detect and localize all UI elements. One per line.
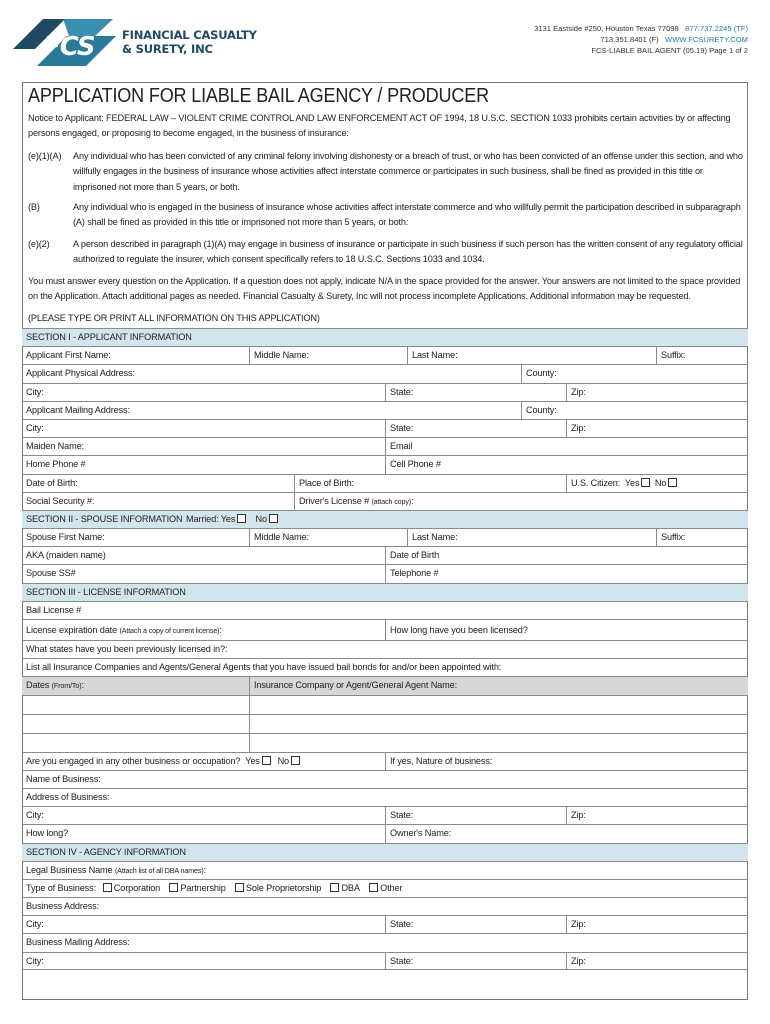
- us-citizen-field: U.S. Citizen: Yes No: [566, 475, 679, 492]
- pob-field[interactable]: Place of Birth:: [294, 475, 354, 492]
- notice-tag-1: (e)(1)(A): [28, 151, 62, 161]
- logo-text: FCS: [43, 32, 95, 62]
- mailing-city-field[interactable]: City:: [26, 422, 44, 433]
- agency-mailing-city-field[interactable]: City:: [26, 955, 44, 966]
- corporation-checkbox[interactable]: [103, 883, 112, 892]
- previous-states-field[interactable]: What states have you been previously licensed in?:: [26, 644, 228, 654]
- company-name: FINANCIAL CASUALTY & SURETY, INC: [122, 28, 257, 56]
- married-yes-checkbox[interactable]: [237, 514, 246, 523]
- application-form: [22, 328, 748, 970]
- business-type-field: Type of Business: Corporation Partnership Sole Proprietorship DBA Other: [26, 882, 403, 893]
- dates-column-header: Dates (From/To):: [26, 680, 84, 691]
- spouse-ssn-field[interactable]: Spouse SS#: [26, 568, 76, 579]
- notice-intro: Notice to Applicant: FEDERAL LAW – VIOLENT CRIME CONTROL AND LAW ENFORCEMENT ACT OF 1994, 18 U.S.C. SECTION 1033 prohibits certain activities by or affecting persons engaged, or proposing to become engaged, in the business of insurance:: [28, 113, 731, 139]
- ssn-field[interactable]: Social Security #:: [26, 495, 95, 506]
- company-cell[interactable]: [249, 696, 748, 714]
- agency-city-row: [22, 915, 748, 933]
- mailing-county-field[interactable]: County:: [521, 402, 557, 419]
- companies-table-row: [22, 733, 748, 752]
- physical-city-row: [22, 383, 748, 401]
- dates-cell[interactable]: [22, 734, 249, 752]
- owner-name-field[interactable]: Owner's Name:: [385, 825, 451, 842]
- physical-city-field[interactable]: City:: [26, 386, 44, 397]
- instructions: You must answer every question on the Application. If a question does not apply, indicate N/A in the space provided for the answer. Your answers are not limited to the space provided on the Application. Attach additional pages as needed. Financial Casualty & Surety, Inc will not process incomplete Applications. Additional information may be requested.: [28, 276, 741, 302]
- legal-name-row: [22, 861, 748, 879]
- home-phone-field[interactable]: Home Phone #: [26, 459, 86, 470]
- section-2-header: SECTION II - SPOUSE INFORMATION Married: Yes No: [22, 510, 748, 528]
- other-type-checkbox[interactable]: [369, 883, 378, 892]
- citizen-no-checkbox[interactable]: [668, 478, 677, 487]
- section-4-header: SECTION IV - AGENCY INFORMATION: [22, 843, 748, 861]
- citizen-yes-checkbox[interactable]: [641, 478, 650, 487]
- agency-mailing-state-field[interactable]: State:: [385, 953, 413, 969]
- spouse-first-name-field[interactable]: Spouse First Name:: [26, 532, 105, 543]
- agency-address-row: [22, 897, 748, 915]
- nature-of-business-field[interactable]: If yes, Nature of business:: [385, 753, 492, 770]
- companies-table-row: [22, 714, 748, 733]
- mailing-address-field[interactable]: Applicant Mailing Address:: [26, 404, 130, 415]
- sole-proprietorship-checkbox[interactable]: [235, 883, 244, 892]
- notice-tag-2: (B): [28, 202, 40, 212]
- birth-row: [22, 474, 748, 492]
- agency-mailing-zip-field[interactable]: Zip:: [566, 953, 586, 969]
- physical-state-field[interactable]: State:: [385, 384, 413, 401]
- companies-table-header: [22, 676, 748, 694]
- business-name-row: [22, 770, 748, 788]
- partnership-checkbox[interactable]: [169, 883, 178, 892]
- spouse-aka-row: [22, 546, 748, 564]
- physical-zip-field[interactable]: Zip:: [566, 384, 586, 401]
- dates-cell[interactable]: [22, 696, 249, 714]
- business-name-field[interactable]: Name of Business:: [26, 773, 101, 784]
- bail-license-row: [22, 601, 748, 619]
- married-no-checkbox[interactable]: [269, 514, 278, 523]
- other-business-no-checkbox[interactable]: [291, 756, 300, 765]
- physical-county-field[interactable]: County:: [521, 365, 557, 382]
- dba-checkbox[interactable]: [330, 883, 339, 892]
- dob-field[interactable]: Date of Birth:: [26, 477, 78, 488]
- other-business-state-field[interactable]: State:: [385, 807, 413, 824]
- company-cell[interactable]: [249, 715, 748, 733]
- fcs-logo: [13, 16, 118, 68]
- other-business-yes-checkbox[interactable]: [262, 756, 271, 765]
- spouse-suffix-field[interactable]: Suffix:: [656, 529, 685, 546]
- notice-item-1: Any individual who has been convicted of any criminal felony involving dishonesty or a breach of trust, or who has been convicted of an offense under this section, and who willfully engages in the business of insurance whose activities affect interstate commerce or participates in such business, shall be fined as provided in this title or imprisoned not more than 5 years, or both.: [73, 151, 743, 192]
- married-field: Married: Yes No: [182, 511, 280, 528]
- notice-item-2: Any individual who is engaged in the business of insurance whose activities affect interstate commerce and who willfully permit the participation described in subparagraph (A) shall be fined as provided in this title or imprisoned not more than 5 years, or both:: [73, 202, 741, 228]
- ssn-dl-row: [22, 492, 748, 510]
- contact-info: 3131 Eastside #250, Houston Texas 77098 877.737.2245 (TF) 713.351.8401 (F) WWW.FCSURETY.COM FCS-LIABLE BAIL AGENT (05.19) Page 1 of 2: [534, 24, 748, 55]
- spouse-phone-field[interactable]: Telephone #: [385, 565, 438, 582]
- companies-table-row: [22, 695, 748, 714]
- mailing-state-field[interactable]: State:: [385, 420, 413, 437]
- website-link[interactable]: WWW.FCSURETY.COM: [665, 34, 748, 44]
- physical-address-row: [22, 364, 748, 382]
- maiden-name-field[interactable]: Maiden Name:: [26, 441, 84, 452]
- applicant-first-name-field[interactable]: Applicant First Name:: [26, 350, 111, 361]
- applicant-last-name-field[interactable]: Last Name:: [407, 347, 457, 364]
- spouse-aka-field[interactable]: AKA (maiden name): [26, 550, 106, 561]
- spouse-last-name-field[interactable]: Last Name:: [407, 529, 457, 546]
- how-long-row: [22, 824, 748, 842]
- mailing-city-row: [22, 419, 748, 437]
- mailing-address-row: [22, 401, 748, 419]
- dates-cell[interactable]: [22, 715, 249, 733]
- section-3-header: SECTION III - LICENSE INFORMATION: [22, 583, 748, 601]
- agency-state-field[interactable]: State:: [385, 916, 413, 933]
- company-cell[interactable]: [249, 734, 748, 752]
- cell-phone-field[interactable]: Cell Phone #: [385, 456, 441, 473]
- other-business-zip-field[interactable]: Zip:: [566, 807, 586, 824]
- bail-license-field[interactable]: Bail License #: [26, 604, 82, 615]
- agency-mailing-row: [22, 933, 748, 951]
- agency-zip-field[interactable]: Zip:: [566, 916, 586, 933]
- spouse-dob-field[interactable]: Date of Birth: [385, 547, 439, 564]
- agency-mailing-address-field[interactable]: Business Mailing Address:: [26, 937, 130, 948]
- other-business-address-field[interactable]: Address of Business:: [26, 791, 110, 802]
- business-city-row: [22, 806, 748, 824]
- business-type-row: [22, 879, 748, 897]
- drivers-license-field[interactable]: Driver's License # (attach copy):: [294, 493, 413, 510]
- notice-item-3: A person described in paragraph (1)(A) may engage in business of insurance or participate in such business if such person has the written consent of any regulatory official authorized to regulate the insurer, which consent specifically refers to 18 U.S.C. Sections 1033 and 1034.: [73, 239, 743, 265]
- page-title: APPLICATION FOR LIABLE BAIL AGENCY / PRODUCER: [28, 84, 489, 107]
- license-expiration-field[interactable]: License expiration date (Attach a copy of current license):: [26, 625, 222, 635]
- license-duration-field[interactable]: How long have you been licensed?: [385, 620, 528, 640]
- notice-tag-3: (e)(2): [28, 239, 50, 249]
- email-field[interactable]: Email: [385, 438, 412, 455]
- maiden-email-row: [22, 437, 748, 455]
- license-expiration-row: [22, 619, 748, 640]
- business-address-row: [22, 788, 748, 806]
- spouse-name-row: [22, 528, 748, 546]
- agency-city-field[interactable]: City:: [26, 919, 44, 930]
- section-1-header: SECTION I - APPLICANT INFORMATION: [22, 328, 748, 346]
- phone-row: [22, 455, 748, 473]
- print-note: (PLEASE TYPE OR PRINT ALL INFORMATION ON THIS APPLICATION): [28, 313, 320, 323]
- mailing-zip-field[interactable]: Zip:: [566, 420, 586, 437]
- applicant-suffix-field[interactable]: Suffix:: [656, 347, 685, 364]
- legal-business-name-field[interactable]: Legal Business Name (Attach list of all DBA names):: [26, 864, 206, 875]
- other-business-city-field[interactable]: City:: [26, 810, 44, 821]
- previous-states-row: [22, 640, 748, 658]
- spouse-middle-name-field[interactable]: Middle Name:: [249, 529, 309, 546]
- how-long-field[interactable]: How long?: [26, 828, 69, 839]
- list-companies-label: List all Insurance Companies and Agents/General Agents that you have issued bail bonds for and/or been appointed with:: [26, 662, 502, 673]
- physical-address-field[interactable]: Applicant Physical Address:: [26, 368, 135, 379]
- applicant-middle-name-field[interactable]: Middle Name:: [249, 347, 309, 364]
- agency-mailing-city-row: [22, 952, 748, 970]
- other-business-row: [22, 752, 748, 770]
- agency-business-address-field[interactable]: Business Address:: [26, 901, 100, 912]
- applicant-name-row: [22, 346, 748, 364]
- spouse-ssn-row: [22, 564, 748, 582]
- list-companies-row: [22, 658, 748, 676]
- other-business-field: Are you engaged in any other business or occupation? Yes No: [22, 753, 302, 770]
- company-column-header: Insurance Company or Agent/General Agent Name:: [249, 677, 457, 694]
